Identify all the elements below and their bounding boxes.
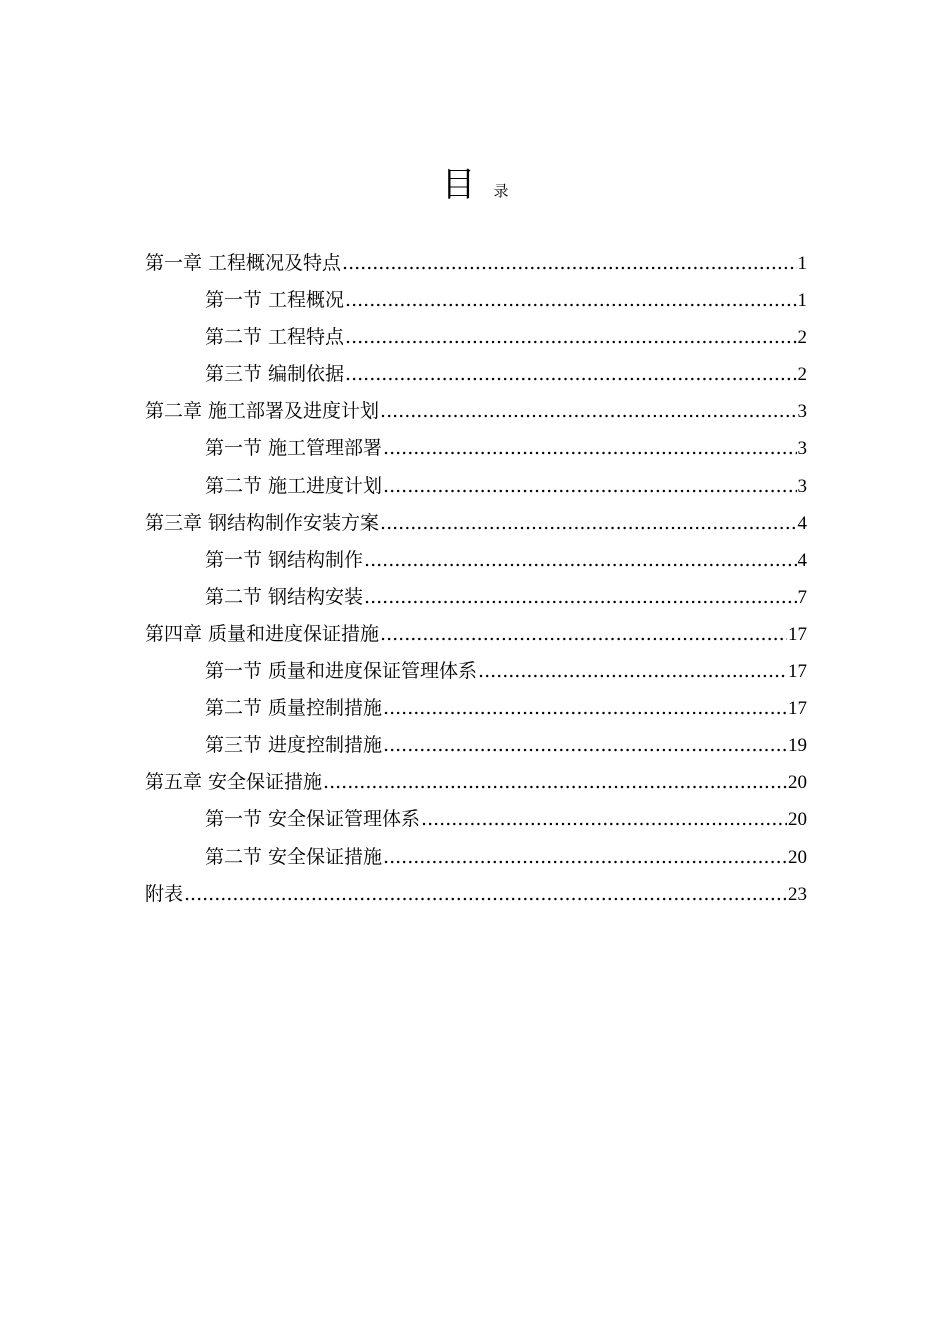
toc-section-entry[interactable] (145, 727, 807, 764)
toc-dot-leader (345, 319, 796, 356)
toc-entry-label: 第二章 施工部署及进度计划 (145, 400, 380, 423)
toc-heading-sub: 录 (493, 182, 509, 200)
toc-section-entry[interactable] (145, 430, 807, 467)
toc-dot-leader (184, 876, 787, 913)
toc-entry-label: 第一节 施工管理部署 (205, 437, 383, 460)
toc-dot-leader (380, 505, 796, 542)
toc-chapter-entry[interactable] (145, 393, 807, 430)
toc-chapter-entry[interactable] (145, 505, 807, 542)
toc-entry-page-number: 17 (788, 661, 807, 683)
table-of-contents (145, 245, 807, 913)
toc-entry-label: 第二节 安全保证措施 (205, 845, 383, 868)
toc-dot-leader (364, 542, 796, 579)
toc-entry-label: 第三章 钢结构制作安装方案 (145, 511, 380, 534)
toc-dot-leader (421, 801, 787, 838)
toc-entry-page-number: 2 (797, 327, 807, 349)
toc-entry-label: 第二节 施工进度计划 (205, 474, 383, 497)
toc-entry-label: 第二节 工程特点 (205, 326, 345, 349)
toc-entry-page-number: 20 (788, 772, 807, 794)
toc-entry-page-number: 17 (788, 698, 807, 720)
toc-entry-page-number: 1 (797, 253, 807, 274)
toc-entry-page-number: 20 (788, 846, 807, 868)
toc-chapter-entry[interactable] (145, 876, 807, 913)
toc-entry-label: 第五章 安全保证措施 (145, 771, 323, 794)
toc-dot-leader (478, 653, 787, 690)
toc-section-entry[interactable] (145, 579, 807, 616)
toc-dot-leader (383, 690, 787, 727)
toc-entry-label: 第一节 质量和进度保证管理体系 (205, 660, 478, 683)
toc-entry-page-number: 23 (788, 883, 807, 905)
toc-entry-page-number: 20 (788, 809, 807, 831)
toc-entry-label: 第一节 安全保证管理体系 (205, 808, 421, 831)
toc-dot-leader (364, 579, 796, 616)
toc-entry-page-number: 4 (797, 549, 807, 571)
toc-entry-label: 第一节 钢结构制作 (205, 548, 364, 571)
toc-entry-page-number: 7 (797, 586, 807, 608)
toc-section-entry[interactable] (145, 801, 807, 838)
toc-dot-leader (383, 430, 796, 467)
toc-heading-main: 目 (441, 165, 476, 205)
toc-dot-leader (383, 468, 796, 505)
toc-entry-label: 第三节 进度控制措施 (205, 734, 383, 757)
toc-entry-label: 第一章 工程概况及特点 (145, 252, 342, 274)
toc-dot-leader (345, 282, 796, 319)
toc-section-entry[interactable] (145, 356, 807, 393)
toc-entry-label: 第二节 钢结构安装 (205, 585, 364, 608)
toc-dot-leader (323, 764, 787, 801)
toc-entry-label: 第四章 质量和进度保证措施 (145, 622, 380, 645)
toc-entry-page-number: 3 (797, 475, 807, 497)
toc-entry-page-number: 2 (797, 364, 807, 386)
toc-dot-leader (383, 839, 787, 876)
toc-entry-page-number: 3 (797, 438, 807, 460)
toc-dot-leader (380, 393, 796, 430)
toc-section-entry[interactable] (145, 468, 807, 505)
toc-dot-leader (342, 245, 796, 282)
toc-entry-page-number: 4 (797, 512, 807, 534)
toc-entry-label: 第一节 工程概况 (205, 289, 345, 312)
toc-dot-leader (345, 356, 796, 393)
toc-entry-label: 附表 (145, 882, 184, 905)
toc-entry-label: 第二节 质量控制措施 (205, 697, 383, 720)
toc-section-entry[interactable] (145, 690, 807, 727)
toc-entry-page-number: 3 (797, 401, 807, 423)
toc-section-entry[interactable] (145, 653, 807, 690)
toc-heading (0, 165, 950, 205)
toc-section-entry[interactable] (145, 319, 807, 356)
toc-entry-page-number: 19 (788, 735, 807, 757)
toc-dot-leader (383, 727, 787, 764)
toc-entry-page-number: 1 (797, 290, 807, 312)
toc-chapter-entry[interactable] (145, 245, 807, 282)
toc-dot-leader (380, 616, 787, 653)
toc-section-entry[interactable] (145, 282, 807, 319)
toc-entry-label: 第三节 编制依据 (205, 363, 345, 386)
toc-chapter-entry[interactable] (145, 764, 807, 801)
toc-section-entry[interactable] (145, 542, 807, 579)
toc-section-entry[interactable] (145, 839, 807, 876)
toc-chapter-entry[interactable] (145, 616, 807, 653)
toc-entry-page-number: 17 (788, 623, 807, 645)
